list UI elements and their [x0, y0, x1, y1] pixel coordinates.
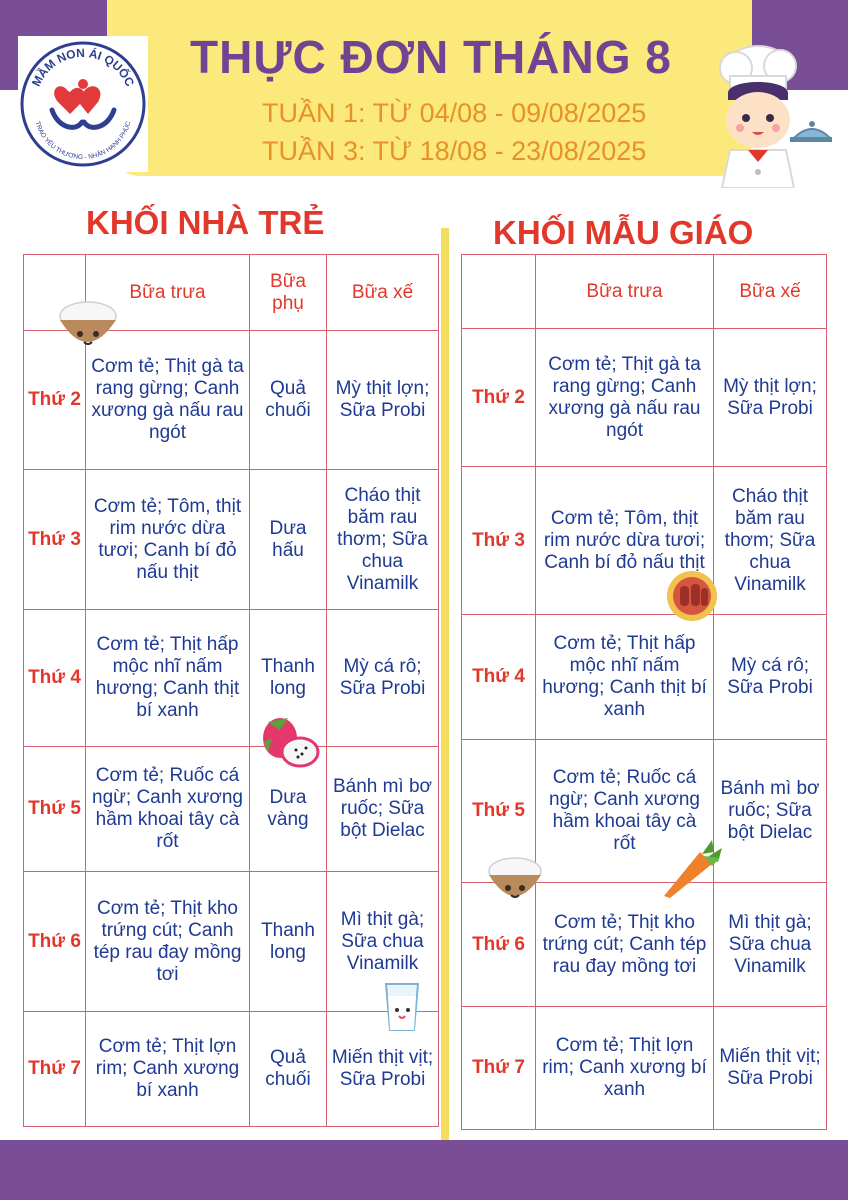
- bottom-band: [0, 1140, 848, 1200]
- sausage-plate-icon: [664, 570, 720, 622]
- day-label: Thứ 5: [24, 747, 86, 872]
- lunch-cell: Cơm tẻ; Tôm, thịt rim nước dừa tươi; Canh bí đỏ nấu thịt: [86, 470, 250, 610]
- header-lunch: Bữa trưa: [536, 255, 714, 329]
- logo-text-top: MẦM NON ÁI QUỐC: [28, 45, 138, 89]
- page-title: THỰC ĐƠN THÁNG 8: [190, 31, 672, 83]
- header-day: [462, 255, 536, 329]
- lunch-cell: Cơm tẻ; Tôm, thịt rim nước dừa tươi; Canh bí đỏ nấu thịt: [536, 467, 714, 615]
- dragon-fruit-icon: [258, 712, 320, 772]
- week-3-range: TUẦN 3: TỪ 18/08 - 23/08/2025: [262, 136, 647, 166]
- afternoon-cell: Mỳ cá rô; Sữa Probi: [714, 615, 827, 740]
- table-row: [462, 467, 827, 615]
- table-header-row: [462, 255, 827, 329]
- snack-cell: Dưa hấu: [250, 470, 327, 610]
- header-snack: Bữa phụ: [250, 255, 327, 331]
- snack-cell: Thanh long: [250, 610, 327, 747]
- day-label: Thứ 3: [462, 467, 536, 615]
- day-label: Thứ 4: [462, 615, 536, 740]
- snack-cell: Quả chuối: [250, 1012, 327, 1127]
- afternoon-cell: Bánh mì bơ ruốc; Sữa bột Dielac: [714, 740, 827, 883]
- lunch-cell: Cơm tẻ; Thịt kho trứng cút; Canh tép rau đay mồng tơi: [86, 872, 250, 1012]
- day-label: Thứ 4: [24, 610, 86, 747]
- milk-glass-icon: [383, 980, 421, 1032]
- lunch-cell: Cơm tẻ; Ruốc cá ngừ; Canh xương hầm khoai tây cà rốt: [86, 747, 250, 872]
- lunch-cell: Cơm tẻ; Thịt gà ta rang gừng; Canh xương gà nấu rau ngót: [536, 329, 714, 467]
- afternoon-cell: Miến thịt vịt; Sữa Probi: [714, 1007, 827, 1130]
- section-divider: [441, 228, 449, 1140]
- table-row: [462, 329, 827, 467]
- lunch-cell: Cơm tẻ; Thịt hấp mộc nhĩ nấm hương; Canh thịt bí xanh: [86, 610, 250, 747]
- lunch-cell: Cơm tẻ; Thịt lợn rim; Canh xương bí xanh: [536, 1007, 714, 1130]
- table-row: [462, 615, 827, 740]
- lunch-cell: Cơm tẻ; Ruốc cá ngừ; Canh xương hầm khoai tây cà rốt: [536, 740, 714, 883]
- kindergarten-title: KHỐI MẪU GIÁO: [493, 214, 754, 251]
- afternoon-cell: Mỳ thịt lợn; Sữa Probi: [327, 331, 439, 470]
- day-label: Thứ 6: [462, 883, 536, 1007]
- day-label: Thứ 2: [462, 329, 536, 467]
- afternoon-cell: Miến thịt vịt; Sữa Probi: [327, 1012, 439, 1127]
- snack-cell: Thanh long: [250, 872, 327, 1012]
- week-1-range: TUẦN 1: TỪ 04/08 - 09/08/2025: [262, 98, 647, 128]
- table-row: [24, 1012, 439, 1127]
- rice-bowl-icon: [486, 855, 544, 913]
- carrot-icon: [656, 838, 724, 900]
- table-row: [24, 872, 439, 1012]
- day-label: Thứ 7: [462, 1007, 536, 1130]
- afternoon-cell: Cháo thịt băm rau thơm; Sữa chua Vinamilk: [714, 467, 827, 615]
- table-row: [24, 747, 439, 872]
- rice-bowl-icon: [54, 298, 120, 360]
- snack-cell: Dưa vàng: [250, 747, 327, 872]
- header-lunch: Bữa trưa: [86, 255, 250, 331]
- table-row: [24, 610, 439, 747]
- day-label: Thứ 5: [462, 740, 536, 883]
- kindergarten-menu-table: [461, 254, 827, 1130]
- logo-text-bottom: TRAO YÊU THƯƠNG - NHẬN HẠNH PHÚC: [33, 120, 133, 162]
- day-label: Thứ 7: [24, 1012, 86, 1127]
- day-label: Thứ 2: [24, 331, 86, 470]
- day-label: Thứ 3: [24, 470, 86, 610]
- lunch-cell: Cơm tẻ; Thịt kho trứng cút; Canh tép rau đay mồng tơi: [536, 883, 714, 1007]
- header-afternoon: Bữa xế: [714, 255, 827, 329]
- afternoon-cell: Mỳ thịt lợn; Sữa Probi: [714, 329, 827, 467]
- day-label: Thứ 6: [24, 872, 86, 1012]
- afternoon-cell: Mì thịt gà; Sữa chua Vinamilk: [714, 883, 827, 1007]
- lunch-cell: Cơm tẻ; Thịt hấp mộc nhĩ nấm hương; Canh thịt bí xanh: [536, 615, 714, 740]
- nursery-menu-table: [23, 254, 439, 1127]
- afternoon-cell: Cháo thịt băm rau thơm; Sữa chua Vinamilk: [327, 470, 439, 610]
- table-row: [24, 470, 439, 610]
- header-afternoon: Bữa xế: [327, 255, 439, 331]
- afternoon-cell: Mỳ cá rô; Sữa Probi: [327, 610, 439, 747]
- afternoon-cell: Mì thịt gà; Sữa chua Vinamilk: [327, 872, 439, 1012]
- school-logo: [18, 36, 148, 172]
- table-row: [462, 1007, 827, 1130]
- snack-cell: Quả chuối: [250, 331, 327, 470]
- nursery-title: KHỐI NHÀ TRẺ: [86, 204, 325, 241]
- afternoon-cell: Bánh mì bơ ruốc; Sữa bột Dielac: [327, 747, 439, 872]
- lunch-cell: Cơm tẻ; Thịt gà ta rang gừng; Canh xương gà nấu rau ngót: [86, 331, 250, 470]
- lunch-cell: Cơm tẻ; Thịt lợn rim; Canh xương bí xanh: [86, 1012, 250, 1127]
- chef-icon: [700, 38, 832, 188]
